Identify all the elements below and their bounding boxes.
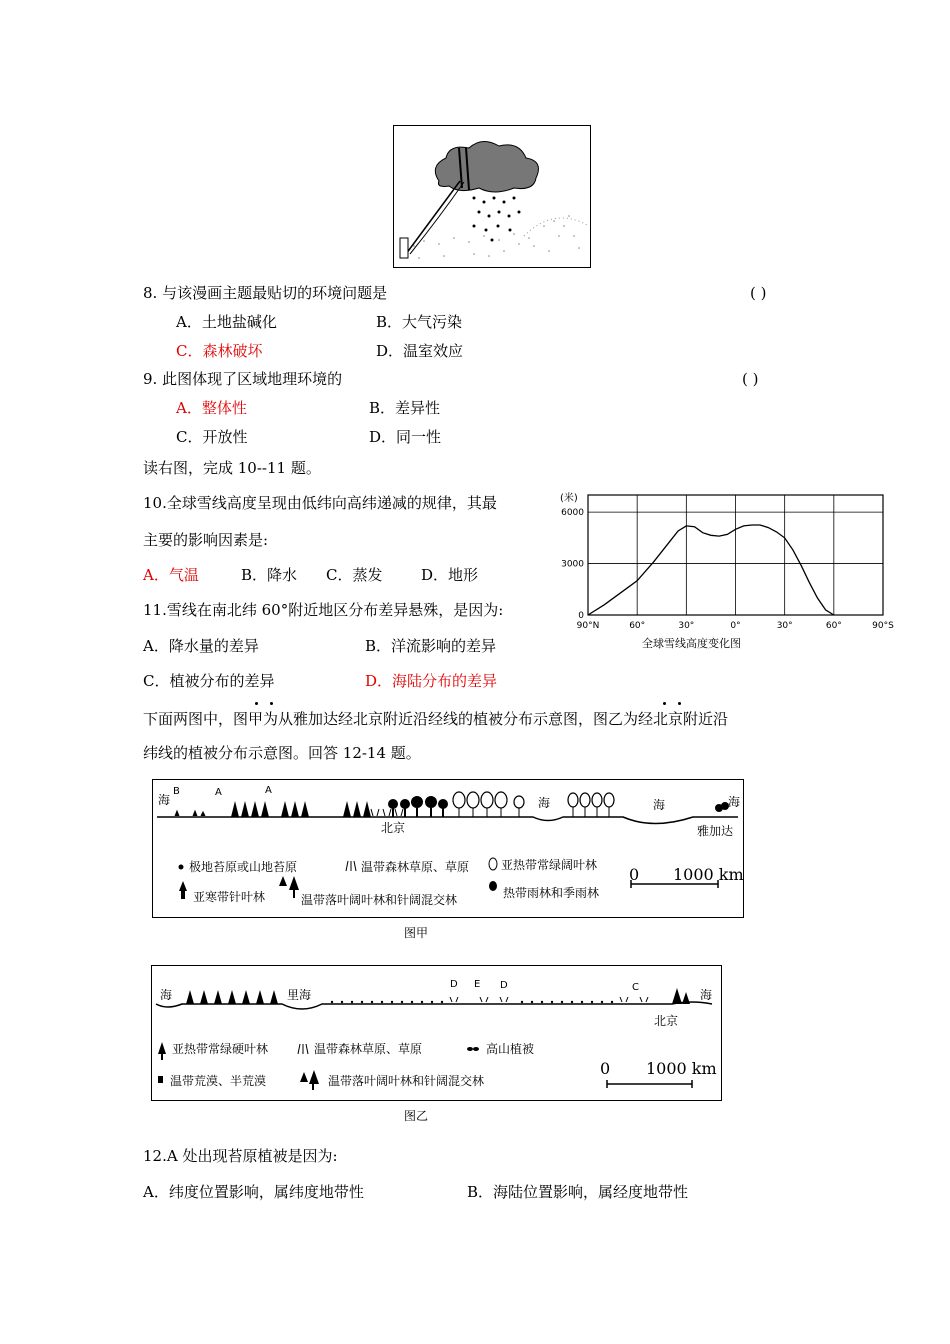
chart-title: 全球雪线高度变化图 [642,637,741,650]
chart-x-tick-label: 30° [776,621,793,631]
yi-beijing: 北京 [654,1014,679,1028]
jia-legend-deciduous: 温带落叶阔叶林和针阔混交林 [301,893,458,907]
q11-option-a[interactable]: A．降水量的差异 [143,637,259,655]
q9-option-c[interactable]: C．开放性 [176,428,248,446]
emphasis-dot [270,702,273,705]
yi-legend-desert: 温带荒漠、半荒漠 [170,1074,267,1088]
q10-stem-line2: 主要的影响因素是: [143,531,269,549]
jia-beijing: 北京 [381,821,406,835]
q9-option-d[interactable]: D．同一性 [369,428,442,446]
chart-x-tick-label: 30° [678,621,695,631]
snowline-series-line [588,525,834,615]
yi-legend-sclerophyll: 亚热带常绿硬叶林 [172,1042,269,1056]
jia-label-a2: A [265,785,272,796]
q10-option-a[interactable]: A．气温 [143,566,199,584]
intro-10-11: 读右图，完成 10--11 题。 [143,459,321,477]
intro-12-14-line2: 纬线的植被分布示意图。回答 12-14 题。 [143,744,421,762]
q9-option-b[interactable]: B．差异性 [369,399,441,417]
yi-sea-left: 海 [160,988,173,1002]
jia-legend-steppe: 温带森林草原、草原 [361,860,470,874]
jia-jakarta: 雅加达 [697,824,734,838]
q9-option-a[interactable]: A．整体性 [176,399,247,417]
intro-12-14-line1: 下面两图中，图甲为从雅加达经北京附近沿经线的植被分布示意图，图乙为经北京附近沿 [143,710,729,728]
emphasis-dot [663,702,666,705]
jia-legend-rainforest: 热带雨林和季雨林 [503,886,600,900]
q8-option-d[interactable]: D．温室效应 [376,342,464,360]
chart-x-tick-label: 90°N [576,621,600,631]
q11-option-d[interactable]: D．海陆分布的差异 [365,672,498,690]
chart-y-tick-label: 6000 [561,508,584,519]
q8-option-b[interactable]: B．大气污染 [376,313,463,331]
chart-x-tick-label: 60° [629,621,646,631]
chart-x-tick-label: 90°S [872,621,894,631]
jia-sea-far: 海 [728,795,741,809]
figure-yi [151,965,722,1101]
jia-sea-left: 海 [158,793,171,807]
q8-stem: 8. 与该漫画主题最贴切的环境问题是 [143,284,388,302]
q8-answer-bracket: ( ) [750,284,767,302]
cartoon-figure [393,125,591,268]
yi-scale-zero: 0 [600,1059,611,1078]
jia-label-b: B [173,786,180,797]
jia-label-a1: A [215,787,222,798]
snowline-chart [556,490,902,652]
yi-legend-alpine: 高山植被 [486,1042,535,1056]
chart-y-tick-label: 0 [578,611,584,621]
q12-option-a[interactable]: A．纬度位置影响，属纬度地带性 [143,1183,364,1201]
q11-option-c[interactable]: C．植被分布的差异 [143,672,275,690]
q9-stem: 9. 此图体现了区域地理环境的 [143,370,343,388]
chart-x-tick-label: 60° [825,621,842,631]
q11-option-b[interactable]: B．洋流影响的差异 [365,637,497,655]
yi-label-c: C [632,982,639,993]
chart-ylabel: (米) [560,493,578,504]
yi-label-e: E [474,979,481,990]
yi-sea-right: 海 [700,988,713,1002]
q12-stem: 12.A 处出现苔原植被是因为: [143,1147,338,1165]
emphasis-dot [255,702,258,705]
figure-jia [152,779,744,918]
q12-option-b[interactable]: B．海陆位置影响，属经度地带性 [467,1183,689,1201]
yi-scale-value: 1000 km [646,1059,717,1078]
jia-sea-right: 海 [653,798,666,812]
cloud-rain-tether-cartoon-icon [394,126,590,267]
q8-option-c[interactable]: C．森林破坏 [176,342,263,360]
figure-jia-caption: 图甲 [404,926,429,940]
jia-sea-mid: 海 [538,796,551,810]
chart-x-tick-label: 0° [730,621,741,631]
q11-stem: 11.雪线在南北纬 60°附近地区分布差异悬殊，是因为: [143,601,504,619]
chart-y-tick-label: 3000 [561,559,584,570]
yi-legend-steppe: 温带森林草原、草原 [314,1042,423,1056]
yi-legend-deciduous: 温带落叶阔叶林和针阔混交林 [328,1074,485,1088]
yi-label-d1: D [450,979,458,990]
yi-lihai: 里海 [287,988,312,1002]
q10-option-d[interactable]: D．地形 [421,566,479,584]
q8-option-a[interactable]: A．土地盐碱化 [176,313,277,331]
q10-option-b[interactable]: B．降水 [241,566,298,584]
jia-legend-tundra: 极地苔原或山地苔原 [189,860,298,874]
emphasis-dot [678,702,681,705]
jia-legend-taiga: 亚寒带针叶林 [193,890,266,904]
yi-label-d2: D [500,980,508,991]
jia-legend-subtropical: 亚热带常绿阔叶林 [501,858,598,872]
q10-stem-line1: 10.全球雪线高度呈现由低纬向高纬递减的规律，其最 [143,494,497,512]
figure-yi-caption: 图乙 [404,1109,429,1123]
jia-scale-value: 1000 km [673,865,744,884]
q9-answer-bracket: ( ) [742,370,759,388]
jia-scale-zero: 0 [629,865,640,884]
q10-option-c[interactable]: C．蒸发 [326,566,383,584]
